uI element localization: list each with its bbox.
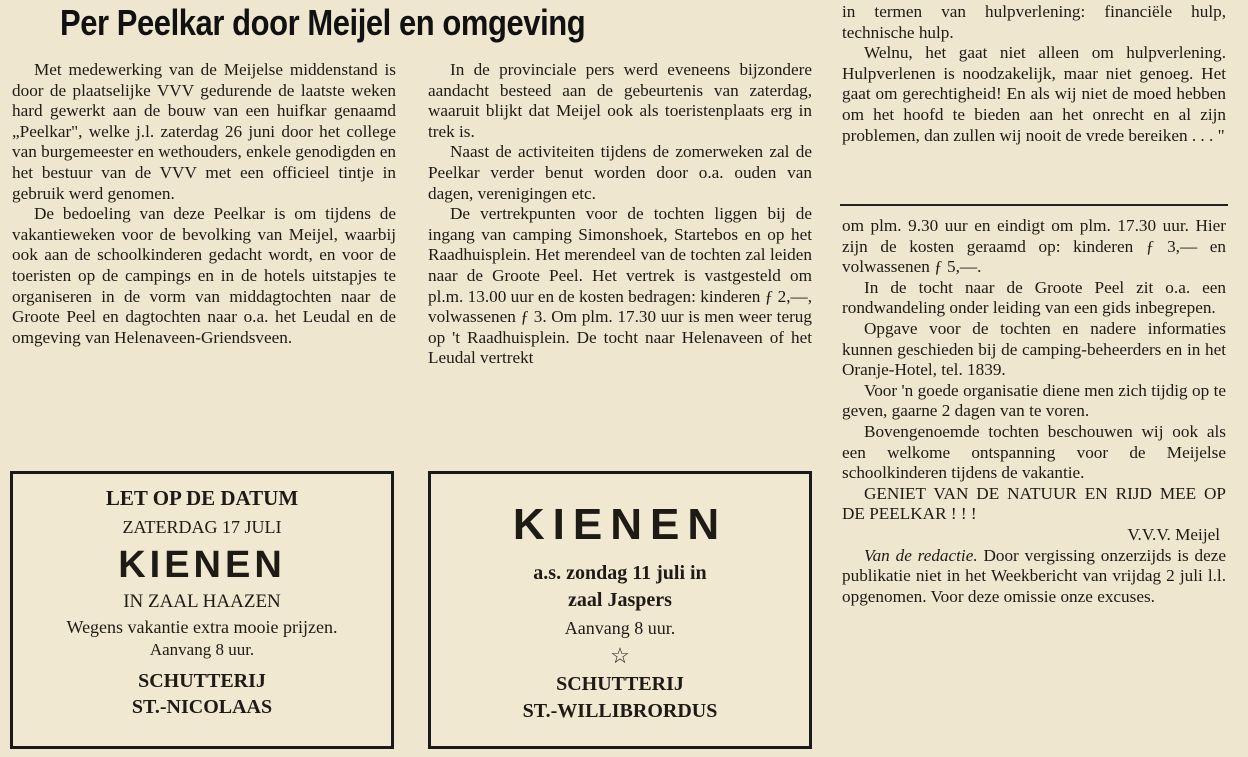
paragraph: Voor 'n goede organisatie diene men zich tijdig op te geven, gaarne 2 dagen van te voren. [842, 380, 1226, 421]
editorial-note-text: Door vergissing onzerzijds is deze publikatie niet in het Weekbericht van vrijdag 2 juli l.l. opgenomen. Voor deze omissie onze excuses. [842, 545, 1226, 606]
ad-date-venue [431, 560, 809, 614]
ad-venue: zaal Jaspers [568, 589, 672, 611]
ad-date: a.s. zondag 11 juli in [533, 562, 707, 584]
editorial-note [842, 546, 1226, 608]
ad-title: KIENEN [118, 544, 286, 586]
slogan: GENIET VAN DE NATUUR EN RIJD MEE OP DE PEELKAR ! ! ! [842, 483, 1226, 524]
ad-title: KIENEN [512, 500, 728, 549]
ad-organizer-line: ST.-WILLIBRORDUS [522, 700, 718, 722]
ad-heading: LET OP DE DATUM [105, 486, 299, 510]
paragraph: Welnu, het gaat niet alleen om hulpverlening. Hulpverlenen is noodzakelijk, maar niet genoeg. Het gaat om gerechtigheid! En als wij niet de moed hebben om het hoofd te bieden aan het onrecht en al zijn problemen, dan zullen wij nooit de vrede bereiken . . . " [842, 43, 1226, 145]
paragraph: In de provinciale pers werd eveneens bijzondere aandacht besteed aan de gebeurtenis van zaterdag, waaruit blijkt dat Meijel ook als toeristenplaats erg in trek is. [428, 60, 812, 141]
paragraph: In de tocht naar de Groote Peel zit o.a. een rondwandeling onder leiding van een gids inbegrepen. [842, 277, 1226, 318]
advertisement-kienen-jaspers [428, 471, 812, 749]
article-column-3 [842, 216, 1226, 607]
article-headline: Per Peelkar door Meijel en omgeving [60, 2, 586, 43]
ad-organizer-line: SCHUTTERIJ [138, 670, 266, 692]
editorial-note-label: Van de redactie. [864, 545, 978, 565]
advertisement-kienen-haazen [10, 471, 394, 749]
paragraph: De bedoeling van deze Peelkar is om tijdens de vakantieweken voor de bevolking van Meijel, waarbij ook aan de schoolkinderen gedacht wordt, en voor de toeristen op de campings en in de hotels uitstapjes te organiseren in de vorm van middagtochten naar de Groote Peel en dagtochten naar o.a. het Leudal en de omgeving van Helenaveen-Griendsveen. [12, 204, 396, 347]
ad-date: ZATERDAG 17 JULI [122, 517, 282, 537]
paragraph: Opgave voor de tochten en nadere informaties kunnen geschieden bij de camping-beheerders en in het Oranje-Hotel, tel. 1839. [842, 318, 1226, 380]
ad-start-time: Aanvang 8 uur. [149, 640, 255, 659]
ad-organizer [13, 668, 391, 720]
ad-venue: IN ZAAL HAAZEN [123, 591, 281, 612]
ad-note: Wegens vakantie extra mooie prijzen. [66, 617, 338, 637]
ad-start-time: Aanvang 8 uur. [564, 618, 676, 638]
paragraph: Met medewerking van de Meijelse middenstand is door de plaatselijke VVV gedurende de laatste weken hard gewerkt aan de bouw van een huifkar genaamd „Peelkar", welke j.l. zaterdag 26 juni door het college van burgemeester en wethouders, enkele genodigden en het bestuur van de VVV met een officieel tintje in gebruik werd genomen. [12, 60, 396, 203]
paragraph: Naast de activiteiten tijdens de zomerweken zal de Peelkar verder benut worden door o.a. ouden van dagen, verenigingen etc. [428, 142, 812, 203]
column-divider-rule [840, 204, 1228, 206]
ad-organizer [431, 671, 809, 725]
paragraph: in termen van hulpverlening: financiële hulp, technische hulp. [842, 2, 1226, 42]
previous-article-end [842, 2, 1226, 146]
star-icon: ☆ [610, 643, 630, 668]
paragraph: om plm. 9.30 uur en eindigt om plm. 17.30 uur. Hier zijn de kosten geraamd op: kinderen ƒ 3,— en volwassenen ƒ 5,—. [842, 216, 1226, 277]
ad-organizer-line: ST.-NICOLAAS [131, 696, 273, 718]
article-column-1 [12, 60, 396, 348]
paragraph: Bovengenoemde tochten beschouwen wij ook als een welkome ontspanning voor de Meijelse schoolkinderen tijdens de vakantie. [842, 421, 1226, 483]
signature: V.V.V. Meijel [1127, 524, 1220, 544]
paragraph: De vertrekpunten voor de tochten liggen bij de ingang van camping Simonshoek, Startebos en op het Raadhuisplein. Het merendeel van de tochten zal leiden naar de Groote Peel. Het vertrek is vastgesteld om pl.m. 13.00 uur en de kosten bedragen: kinderen ƒ 2,—, volwassenen ƒ 3. Om plm. 17.30 uur is men weer terug op 't Raadhuisplein. De tocht naar Helenaveen of het Leudal vertrekt [428, 204, 812, 368]
article-column-2 [428, 60, 812, 369]
ad-organizer-line: SCHUTTERIJ [556, 673, 684, 695]
